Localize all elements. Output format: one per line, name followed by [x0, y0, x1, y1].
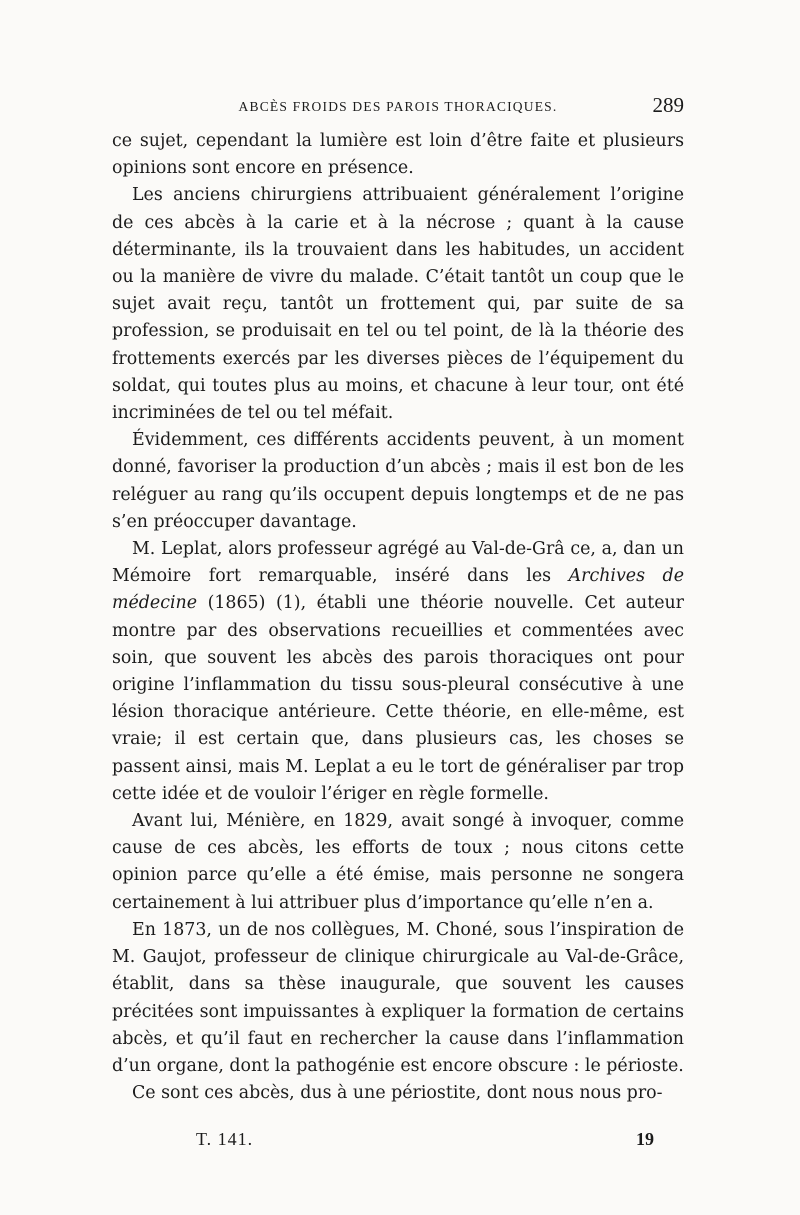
page-footer [112, 1129, 684, 1157]
paragraph-6: En 1873, un de nos collègues, M. Choné, sous l’inspiration de M. Gaujot, professeur de clinique chirurgicale au Val-de-Grâce, établit, dans sa thèse inaugurale, que souvent les causes précitées sont impuissantes à expliquer la formation de certains abcès, et qu’il faut en rechercher la cause dans l’inflammation d’un organe, dont la pathogénie est encore obscure : le périoste. [112, 919, 684, 1076]
paragraph-4-text-before: M. Leplat, alors professeur agrégé au Val-de-Grâ ce, a, dan un Mémoire fort remarquable, inséré dans les [112, 539, 684, 587]
paragraph-3: Évidemment, ces différents accidents peuvent, à un moment donné, favoriser la production d’un abcès ; mais il est bon de les reléguer au rang qu’ils occupent depuis longtemps et de ne pas s’en préoccuper davantage. [112, 430, 684, 532]
page-number: 289 [652, 93, 684, 117]
paragraph-7: Ce sont ces abcès, dus à une périostite, dont nous nous pro- [132, 1083, 663, 1104]
running-head: ABCÈS FROIDS DES PAROIS THORACIQUES. [238, 99, 558, 114]
paragraph-2: Les anciens chirurgiens attribuaient généralement l’origine de ces abcès à la carie et à la nécrose ; quant à la cause déterminante, ils la trouvaient dans les habitudes, un accident ou la manière de vivre du malade. C’était tantôt un coup que le sujet avait reçu, tantôt un frottement qui, par suite de sa profession, se produisait en tel ou tel point, de là la théorie des frottements exercés par les diverses pièces de l’équipement du soldat, qui toutes plus au moins, et chacune à leur tour, ont été incriminées de tel ou tel méfait. [112, 185, 684, 424]
paragraph-4 [112, 536, 684, 808]
page-header [112, 93, 684, 121]
volume-signature: T. 141. [196, 1129, 254, 1149]
paragraph-1: ce sujet, cependant la lumière est loin d’être faite et plusieurs opinions sont encore en présence. [112, 131, 684, 179]
paragraph-4-text-after: (1865) (1), établi une théorie nouvelle. Cet auteur montre par des observations recueillies et commentées avec soin, que souvent les abcès des parois thoraciques ont pour origine l’inflammation du tissu sous-pleural consécutive à une lésion thoracique antérieure. Cette théorie, en elle-même, est vraie; il est certain que, dans plusieurs cas, les choses se passent ainsi, mais M. Leplat a eu le tort de généraliser par trop cette idée et de vouloir l’ériger en règle formelle. [112, 593, 684, 804]
gathering-signature: 19 [636, 1129, 654, 1149]
journal-title: Archives de médecine [112, 566, 684, 614]
body-text [112, 128, 684, 1107]
paragraph-5: Avant lui, Ménière, en 1829, avait songé à invoquer, comme cause de ces abcès, les efforts de toux ; nous citons cette opinion parce qu’elle a été émise, mais personne ne songera certainement à lui attribuer plus d’importance qu’elle n’en a. [112, 811, 684, 913]
